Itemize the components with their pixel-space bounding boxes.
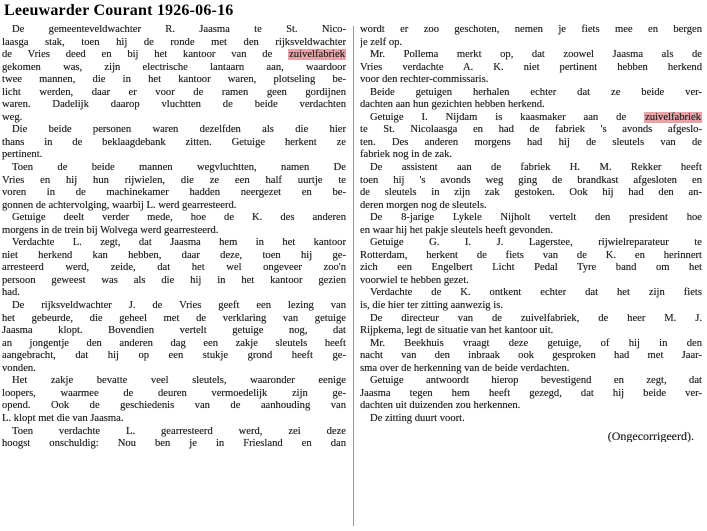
text-line <box>2 438 346 451</box>
text-line <box>2 49 346 62</box>
line-text: niet herkend kan hebben, daar deze, toen hij ge- <box>2 249 346 261</box>
text-line <box>2 350 346 363</box>
text-line <box>2 87 346 100</box>
text-line <box>360 400 702 413</box>
line-text: de sleutels in zijn zak gestoken. Ook hij had den an- <box>360 187 702 199</box>
text-line <box>2 62 346 75</box>
line-text: Jaasma tegen hem heeft gezegd, dat hij beide ver- <box>360 387 702 399</box>
text-line <box>360 250 702 263</box>
text-line <box>2 300 346 313</box>
line-text: zich een Engelbert Licht Pedal Tyre band om het <box>360 262 702 274</box>
line-text: Getuige G. I. J. Lagerstee, rijwielreparateur te <box>370 237 702 249</box>
text-line <box>2 24 346 37</box>
signature: (Ongecorrigeerd). <box>607 429 694 443</box>
line-text: Beide getuigen herhalen echter dat ze beide ver- <box>370 86 702 98</box>
line-text: Jaasma klopt. Bovendien vertelt getuige nog, dat <box>2 325 346 337</box>
text-line <box>360 37 702 50</box>
text-line <box>2 112 346 125</box>
line-text: Mr. Beekhuis vraagt deze getuige, of hij in den <box>370 337 702 349</box>
line-text: de Vries deed en bij het kantoor van de <box>2 49 289 61</box>
right-column <box>360 24 702 442</box>
line-text: Toen verdachte L. gearresteerd werd, zei deze <box>12 425 346 437</box>
line-text: twee mannen, die in het kantoor waren, plotseling be- <box>2 74 346 86</box>
line-text: Getuige deelt verder mede, hoe de K. des anderen <box>12 212 346 224</box>
line-text: hoogst onschuldig: Nou ben je in Friesland en dan <box>2 438 346 450</box>
line-text: Verdachte L. zegt, dat Jaasma hem in het kantoor <box>12 237 346 249</box>
line-text: pertinent. <box>2 149 43 161</box>
text-line <box>360 300 702 313</box>
line-text: Vries en hij hun rijwielen, die ze een half uurtje te <box>2 174 346 186</box>
line-text: loopers, waarmee de deuren vermoedelijk zijn ge- <box>2 387 346 399</box>
text-line <box>2 262 346 275</box>
line-text: Rijpkema, legt de situatie van het kantoor uit. <box>360 325 554 337</box>
line-text: Vries verdachte A. K. niet pertinent hebben herkend <box>360 61 702 73</box>
line-text: L. klopt met die van Jaasma. <box>2 412 124 424</box>
text-line <box>2 375 346 388</box>
line-text: morgens in de trein bij Wolvega werd gearresteerd. <box>2 224 219 236</box>
text-line <box>360 413 702 426</box>
text-line <box>360 200 702 213</box>
text-line <box>360 262 702 275</box>
line-text: De gemeenteveldwachter R. Jaasma te St. Nico- <box>12 24 346 35</box>
text-line <box>360 287 702 300</box>
text-line <box>2 313 346 326</box>
line-text: sma over de herkenning van de beide verdachten. <box>360 362 570 374</box>
text-line <box>2 426 346 439</box>
line-text: weg. <box>2 111 23 123</box>
text-line <box>360 225 702 238</box>
text-line <box>2 237 346 250</box>
line-text: waren. Dadelijk daarop vluchtten de beide verdachten <box>2 99 346 111</box>
left-column <box>2 24 346 451</box>
line-text: gonnen de achtervolging, waarbij L. werd gearresteerd. <box>2 199 237 211</box>
line-text: voren in de machinekamer hadden neergezet en be- <box>2 187 346 199</box>
text-line <box>2 325 346 338</box>
text-line <box>2 212 346 225</box>
text-line <box>2 175 346 188</box>
line-text: ten. Des anderen morgens had hij de sleutels van de <box>360 136 702 148</box>
line-text: dachten aan hun gezichten hebben herkend. <box>360 99 545 111</box>
line-text: arresteerd werd, zeide, dat het wel ongeveer zoo'n <box>2 262 346 274</box>
text-line <box>360 162 702 175</box>
text-line <box>360 24 702 37</box>
text-line <box>2 37 346 50</box>
text-line <box>2 124 346 137</box>
text-line <box>360 74 702 87</box>
line-text: vonden. <box>2 362 36 374</box>
text-line <box>2 149 346 162</box>
line-text: voorwiel te hebben gezet. <box>360 274 469 286</box>
text-line <box>2 275 346 288</box>
text-line <box>360 237 702 250</box>
text-line <box>360 149 702 162</box>
text-line <box>360 363 702 376</box>
text-line <box>360 187 702 200</box>
column-divider <box>353 26 354 526</box>
line-text: opend. Ook de geschiedenis van de aanhouding van <box>2 400 346 412</box>
text-line <box>2 74 346 87</box>
text-line <box>2 400 346 413</box>
line-text: Verdachte de K. ontkent echter dat het zijn fiets <box>370 287 702 299</box>
text-line <box>360 62 702 75</box>
line-text: je zelf op. <box>360 36 403 48</box>
line-text: is, die hier ter zitting aanwezig is. <box>360 300 503 312</box>
text-line <box>2 287 346 300</box>
line-text: De zitting duurt voort. <box>370 412 465 424</box>
text-line <box>360 112 702 125</box>
text-line <box>2 99 346 112</box>
signature-line <box>360 430 702 443</box>
line-text: Getuige I. Nijdam is kaasmaker aan de <box>370 111 645 123</box>
text-line <box>360 87 702 100</box>
text-line <box>360 338 702 351</box>
line-text: aangebracht, dat hij op een stukje grond heeft ge- <box>2 350 346 362</box>
text-line <box>2 338 346 351</box>
highlighted-term: zuivelfabriek <box>289 49 345 61</box>
line-text: persoon geweest was als die hij in het kantoor gezien <box>2 274 346 286</box>
line-text: dachten uit duizenden zou herkennen. <box>360 400 521 412</box>
text-line <box>360 49 702 62</box>
line-text: Getuige antwoordt hierop bevestigend en zegt, dat <box>370 375 702 387</box>
line-text: voor den rechter-commissaris. <box>360 74 489 86</box>
text-line <box>360 313 702 326</box>
text-line <box>360 275 702 288</box>
text-line <box>2 162 346 175</box>
line-text: deren morgen nog de sleutels. <box>360 199 487 211</box>
line-text: an jongentje den anderen dag een zakje sleutels heeft <box>2 337 346 349</box>
text-line <box>360 137 702 150</box>
text-line <box>360 99 702 112</box>
line-text: wordt er zoo geschoten, nemen je fiets mee en bergen <box>360 24 702 35</box>
line-text: licht werden, daar er voor de ramen geen gordijnen <box>2 86 346 98</box>
text-line <box>360 388 702 401</box>
text-line <box>2 363 346 376</box>
text-line <box>2 413 346 426</box>
line-text: De assistent aan de fabriek H. M. Rekker heeft <box>370 162 702 174</box>
line-text: fabriek nog in de zak. <box>360 149 453 161</box>
line-text: had. <box>2 287 20 299</box>
text-line <box>2 388 346 401</box>
text-line <box>2 200 346 213</box>
line-text: Die beide personen waren dezelfden als die hier <box>12 124 346 136</box>
line-text: te St. Nicolaasga en had de fabriek 's avonds afgeslo- <box>360 124 702 136</box>
text-line <box>360 325 702 338</box>
line-text: De directeur van de zuivelfabriek, de heer M. J. <box>370 312 702 324</box>
line-text: laasga stak, toen hij de ronde met den rijksveldwachter <box>2 36 346 48</box>
line-text: en waar hij het pakje sleutels heeft gevonden. <box>360 224 553 236</box>
text-line <box>360 375 702 388</box>
text-line <box>360 124 702 137</box>
line-text: gekomen was, zijn electrische lantaarn aan, waardoor <box>2 61 346 73</box>
text-line <box>2 250 346 263</box>
clipping-header: Leeuwarder Courant 1926-06-16 <box>4 2 234 19</box>
line-text: Mr. Pollema merkt op, dat zoowel Jaasma als de <box>370 49 702 61</box>
text-line <box>360 350 702 363</box>
highlighted-term: zuivelfabriek <box>645 111 701 123</box>
line-text: thans in de beklaagdebank zitten. Getuige herkent ze <box>2 136 346 148</box>
text-line <box>360 175 702 188</box>
line-text: Het zakje bevatte veel sleutels, waaronder eenige <box>12 375 346 387</box>
text-line <box>2 187 346 200</box>
line-text: De rijksveldwachter J. de Vries geeft een lezing van <box>12 300 346 312</box>
line-text: toen hij 's avonds weg ging de brandkast afgesloten en <box>360 174 702 186</box>
line-text: nacht van den inbraak ook gesproken had met Jaar- <box>360 350 702 362</box>
text-line <box>360 212 702 225</box>
line-text: De 8-jarige Lykele Nijholt vertelt den president hoe <box>370 212 702 224</box>
line-text: Rotterdam, herkent de fiets van de K. en herinnert <box>360 249 702 261</box>
line-text: Toen de beide mannen wegvluchtten, namen De <box>12 162 346 174</box>
text-line <box>2 225 346 238</box>
text-line <box>2 137 346 150</box>
line-text: het gebeurde, die geheel met de verklaring van getuige <box>2 312 346 324</box>
